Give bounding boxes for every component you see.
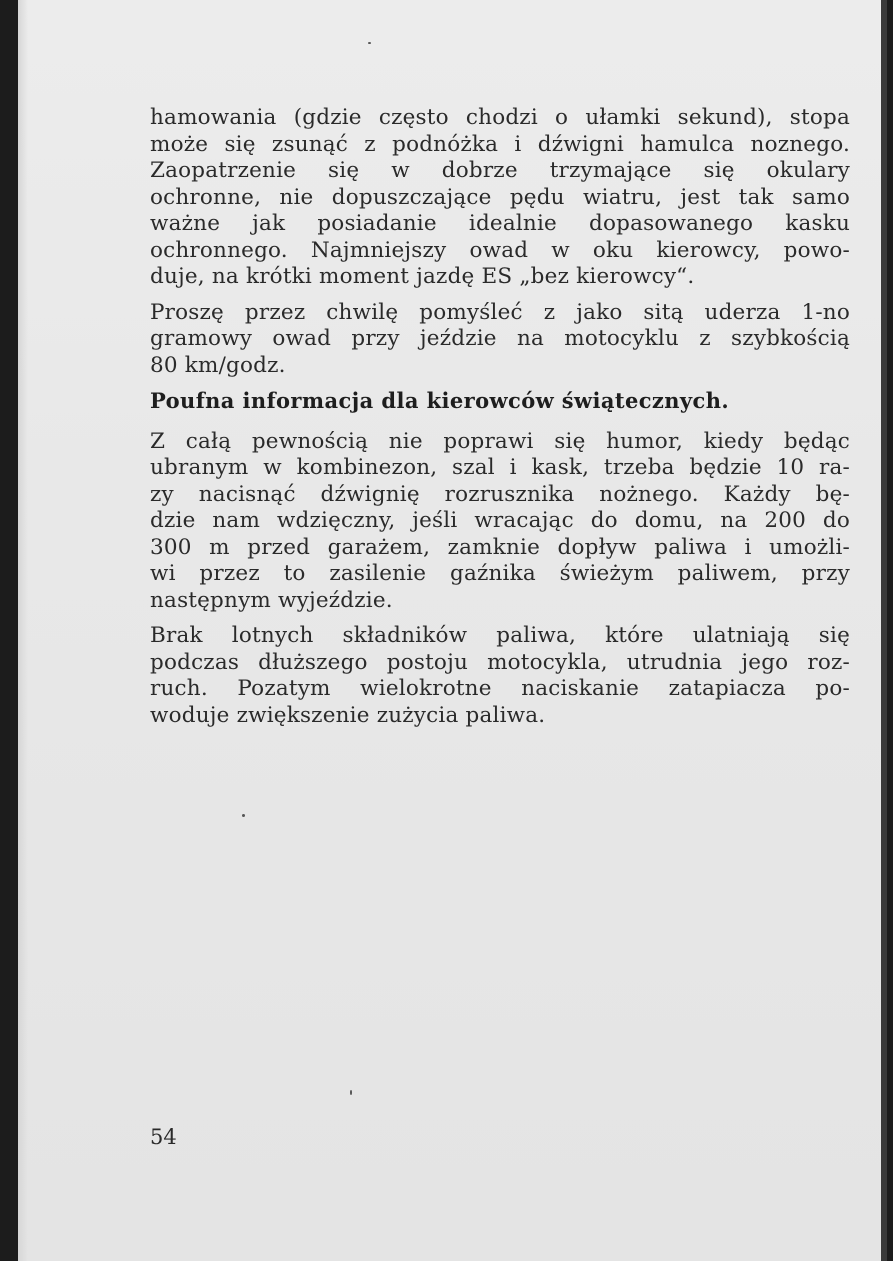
text-line: następnym wyjeździe. [150,587,393,613]
paragraph-4 [150,623,850,729]
text-line: ruch. Pozatym wielokrotne naciskanie zatapiacza po- [150,676,850,701]
text-line: podczas dłuższego postoju motocykla, utrudnia jego roz- [150,649,850,675]
paragraph-2 [150,300,850,380]
page-number: 54 [150,1125,177,1149]
text-line: Zaopatrzenie się w dobrze trzymające się okulary [150,158,850,183]
text-line: dzie nam wdzięczny, jeśli wracając do domu, na 200 do [150,508,850,533]
print-speck [242,814,245,817]
section-heading: Poufna informacja dla kierowców świątecznych. [150,388,730,413]
text-line: ważne jak posiadanie idealnie dopasowanego kasku [150,211,850,236]
print-speck [350,1090,352,1095]
text-line: wi przez to zasilenie gaźnika świeżym paliwem, przy [150,561,850,586]
paragraph-3 [150,429,850,615]
text-line: gramowy owad przy jeździe na motocyklu z szybkością [150,326,850,351]
text-line: ubranym w kombinezon, szal i kask, trzeba będzie 10 ra- [150,455,850,480]
text-line: może się zsunąć z podnóżka i dźwigni hamulca noznego. [150,131,850,157]
text-line: Brak lotnych składników paliwa, które ulatniają się [150,623,850,648]
text-line: zy nacisnąć dźwignię rozrusznika nożnego. Każdy bę- [150,481,850,507]
text-line: woduje zwiększenie zużycia paliwa. [150,702,546,728]
text-line: duje, na krótki moment jazdę ES „bez kierowcy“. [150,264,695,289]
page-body [150,105,850,738]
page-gutter-shadow [18,0,28,1261]
text-line: 300 m przed garażem, zamknie dopływ paliwa i umożli- [150,534,850,560]
text-line: 80 km/godz. [150,352,286,378]
text-line: ochronnego. Najmniejszy owad w oku kierowcy, powo- [150,237,850,263]
print-speck [368,42,371,44]
text-line: Z całą pewnością nie poprawi się humor, kiedy będąc [150,428,850,454]
text-line: hamowania (gdzie często chodzi o ułamki sekund), stopa [150,105,850,130]
text-line: ochronne, nie dopuszczające pędu wiatru, jest tak samo [150,184,850,210]
text-line: Proszę przez chwilę pomyśleć z jako sitą uderza 1-no [150,299,850,325]
book-page [18,0,887,1261]
page-edge [881,0,887,1261]
paragraph-1 [150,105,850,291]
